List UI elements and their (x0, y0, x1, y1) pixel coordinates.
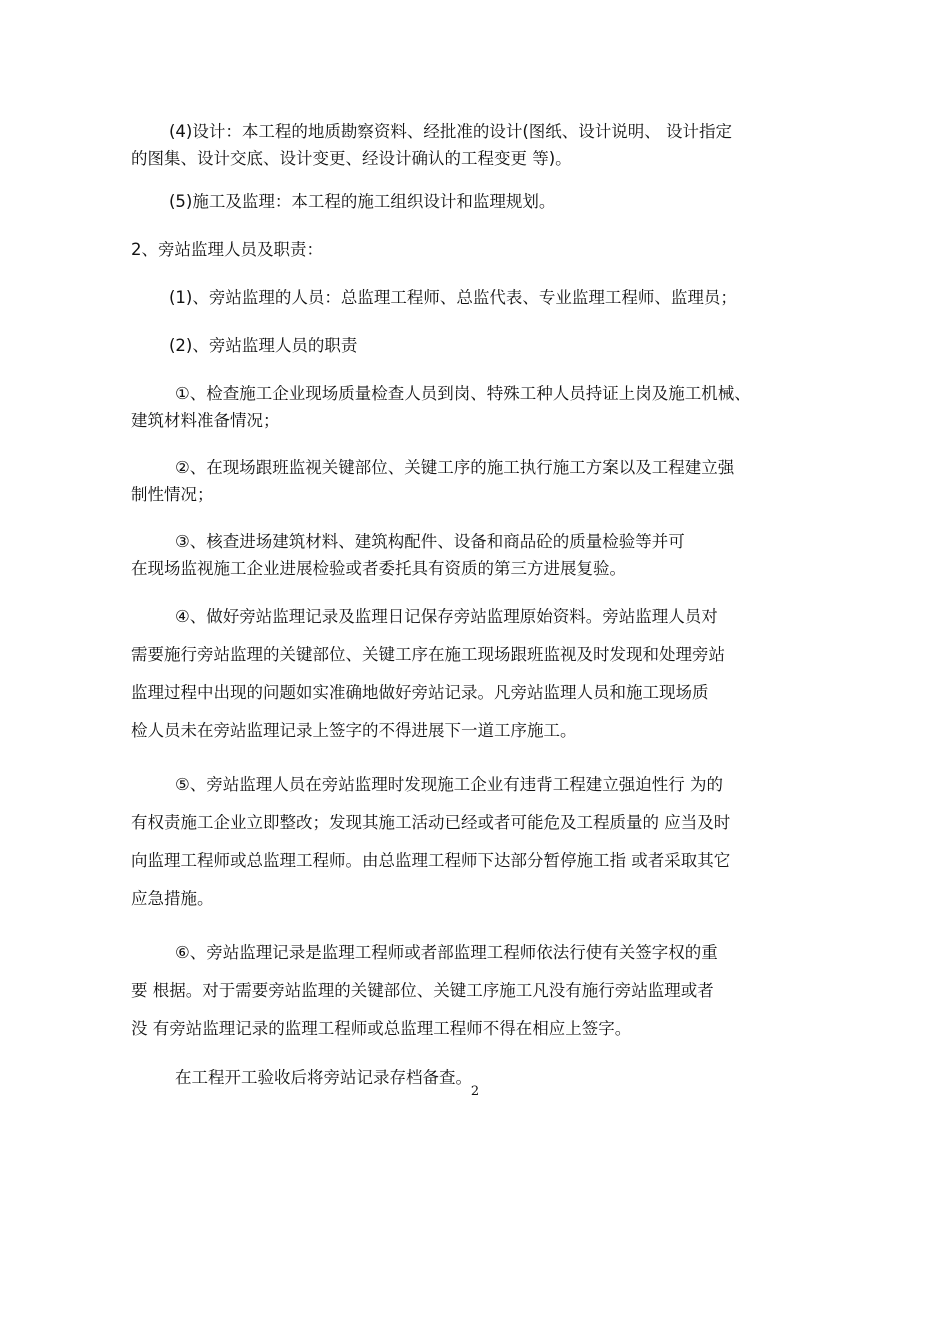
page-number: 2 (470, 1084, 480, 1099)
text-line: (2)、旁站监理人员的职责 (169, 336, 358, 355)
duty-item-1 (131, 380, 831, 434)
text-line: 制性情况； (131, 485, 214, 504)
item-personnel (131, 284, 831, 311)
text-line: 2、旁站监理人员及职责： (131, 240, 323, 259)
text-line: 在现场监视施工企业进展检验或者委托具有资质的第三方进展复验。 (131, 559, 626, 578)
text-line: 应急措施。 (131, 889, 214, 908)
text-line: (5)施工及监理：本工程的施工组织设计和监理规划。 (169, 192, 556, 211)
paragraph-construction-basis (131, 188, 831, 215)
text-line: 要 根据。对于需要旁站监理的关键部位、关键工序施工凡没有施行旁站监理或者 (131, 981, 714, 1000)
text-line: 检人员未在旁站监理记录上签字的不得进展下一道工序施工。 (131, 721, 577, 740)
item-duties-heading (131, 332, 831, 359)
text-line: 向监理工程师或总监理工程师。由总监理工程师下达部分暂停施工指 或者采取其它 (131, 851, 731, 870)
text-line: ②、在现场跟班监视关键部位、关键工序的施工执行施工方案以及工程建立强 (175, 458, 735, 477)
text-line: ③、核查进场建筑材料、建筑构配件、设备和商品砼的质量检验等并可 (175, 532, 685, 551)
text-line: 的图集、设计交底、设计变更、经设计确认的工程变更 等)。 (131, 149, 572, 168)
text-line: 监理过程中出现的问题如实准确地做好旁站记录。凡旁站监理人员和施工现场质 (131, 683, 709, 702)
text-line: ④、做好旁站监理记录及监理日记保存旁站监理原始资料。旁站监理人员对 (175, 607, 718, 626)
duty-item-3 (131, 528, 831, 582)
text-line: ⑤、旁站监理人员在旁站监理时发现施工企业有违背工程建立强迫性行 为的 (175, 775, 724, 794)
section-heading (131, 236, 831, 263)
text-line: (4)设计：本工程的地质勘察资料、经批准的设计(图纸、设计说明、 设计指定 (169, 122, 733, 141)
text-line: 需要施行旁站监理的关键部位、关键工序在施工现场跟班监视及时发现和处理旁站 (131, 645, 725, 664)
text-line: 没 有旁站监理记录的监理工程师或总监理工程师不得在相应上签字。 (131, 1019, 632, 1038)
duty-item-6 (131, 934, 831, 1048)
text-line: ⑥、旁站监理记录是监理工程师或者部监理工程师依法行使有关签字权的重 (175, 943, 718, 962)
text-line: (1)、旁站监理的人员：总监理工程师、总监代表、专业监理工程师、监理员； (169, 288, 737, 307)
paragraph-design-basis (131, 118, 831, 172)
text-line: 在工程开工验收后将旁站记录存档备查。 (175, 1068, 472, 1087)
duty-item-2 (131, 454, 831, 508)
text-line: 有权责施工企业立即整改；发现其施工活动已经或者可能危及工程质量的 应当及时 (131, 813, 731, 832)
duty-item-5 (131, 766, 831, 918)
text-line: ①、检查施工企业现场质量检查人员到岗、特殊工种人员持证上岗及施工机械、 (175, 384, 751, 403)
duty-item-4 (131, 598, 831, 750)
text-line: 建筑材料准备情况； (131, 411, 280, 430)
document-body (131, 118, 831, 1091)
